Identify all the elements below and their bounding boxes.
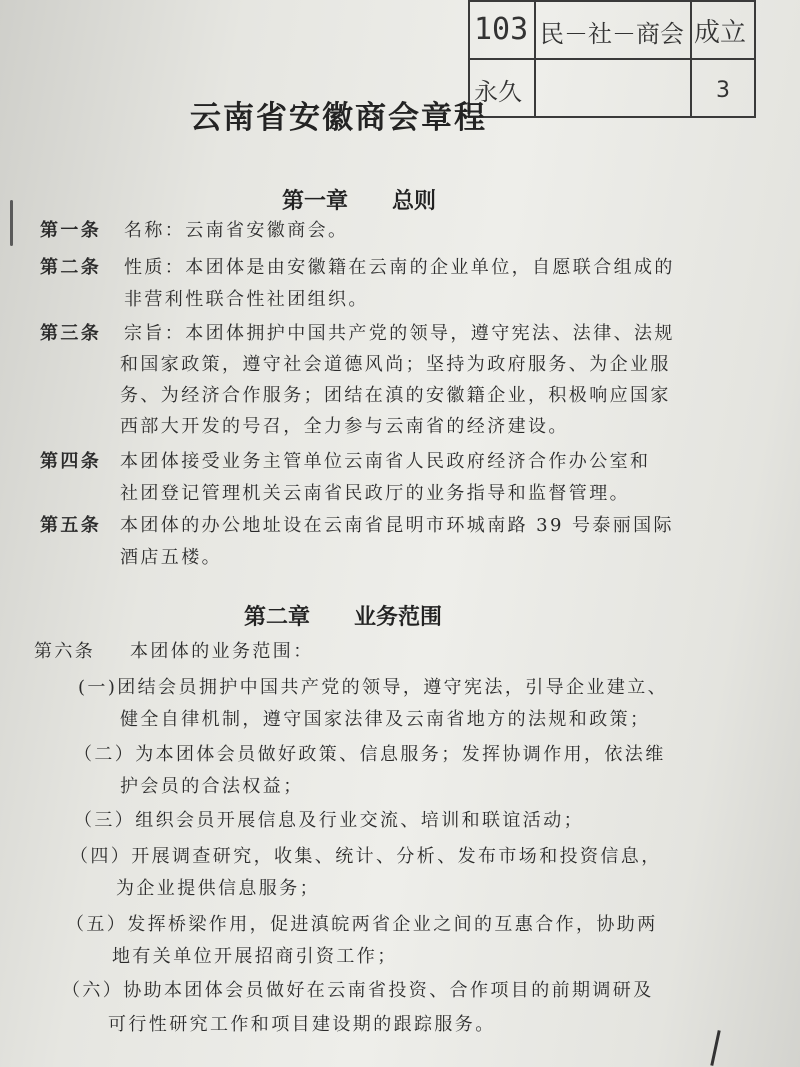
stamp-number: 103	[474, 12, 529, 47]
article-3-line-1	[40, 319, 675, 345]
article-5-label: 第五条	[40, 515, 102, 536]
archive-stamp	[468, 0, 756, 118]
stamp-status: 成立	[694, 18, 747, 48]
article-5-text-1: 本团体的办公地址设在云南省昆明市环城南路 39 号泰丽国际	[120, 515, 674, 536]
scope-item-5-line-2: 地有关单位开展招商引资工作；	[112, 946, 398, 967]
article-4-line-1	[40, 447, 650, 473]
chapter-2-heading	[244, 600, 442, 631]
scope-item-2-line-2: 护会员的合法权益；	[120, 776, 304, 797]
article-1	[40, 216, 348, 242]
scope-item-6-line-1: （六）协助本团体会员做好在云南省投资、合作项目的前期调研及	[62, 980, 654, 1001]
article-3-text-1: 宗旨：本团体拥护中国共产党的领导，遵守宪法、法律、法规	[124, 323, 675, 344]
article-3-line-4: 西部大开发的号召，全力参与云南省的经济建设。	[120, 416, 569, 437]
article-3-label: 第三条	[40, 323, 102, 344]
chapter-1-name: 总则	[392, 188, 437, 214]
article-2-line-2: 非营利性联合性社团组织。	[124, 289, 369, 310]
scope-item-1-line-1: (一)团结会员拥护中国共产党的领导，遵守宪法，引导企业建立、	[78, 677, 669, 698]
article-4-label: 第四条	[40, 451, 102, 472]
document-title: 云南省安徽商会章程	[190, 100, 487, 136]
scope-item-5-line-1: （五）发挥桥梁作用，促进滇皖两省企业之间的互惠合作，协助两	[66, 914, 658, 935]
article-5-line-2: 酒店五楼。	[120, 547, 222, 568]
article-2-line-1	[40, 253, 675, 279]
chapter-1-heading	[282, 184, 436, 215]
article-6	[34, 637, 314, 663]
article-2-label: 第二条	[40, 257, 102, 278]
article-2-text-1: 性质：本团体是由安徽籍在云南的企业单位，自愿联合组成的	[124, 257, 675, 278]
article-6-label: 第六条	[34, 641, 96, 662]
chapter-2-number: 第二章	[244, 604, 311, 630]
chapter-2-name: 业务范围	[354, 604, 443, 630]
margin-pencil-mark	[10, 200, 13, 246]
stamp-retention: 永久	[474, 78, 522, 106]
bottom-pen-mark	[710, 1030, 720, 1066]
article-4-line-2: 社团登记管理机关云南省民政厅的业务指导和监督管理。	[120, 483, 630, 504]
scope-item-4-line-1: （四）开展调查研究，收集、统计、分析、发布市场和投资信息，	[70, 846, 662, 867]
article-6-text: 本团体的业务范围：	[130, 641, 314, 662]
article-3-line-2: 和国家政策，遵守社会道德风尚；坚持为政府服务、为企业服	[120, 354, 671, 375]
scope-item-2-line-1: （二）为本团体会员做好政策、信息服务；发挥协调作用，依法维	[74, 744, 666, 765]
article-1-label: 第一条	[40, 220, 102, 241]
stamp-count: 3	[716, 78, 730, 103]
scope-item-1-line-2: 健全自律机制，遵守国家法律及云南省地方的法规和政策；	[120, 709, 651, 730]
chapter-1-number: 第一章	[282, 188, 349, 214]
scope-item-6-line-2: 可行性研究工作和项目建设期的跟踪服务。	[108, 1014, 496, 1035]
scope-item-4-line-2: 为企业提供信息服务；	[116, 878, 320, 899]
article-4-text-1: 本团体接受业务主管单位云南省人民政府经济合作办公室和	[120, 451, 651, 472]
scope-item-3: （三）组织会员开展信息及行业交流、培训和联谊活动；	[74, 810, 584, 831]
stamp-category: 民－社－商会	[540, 20, 684, 48]
article-3-line-3: 务、为经济合作服务；团结在滇的安徽籍企业，积极响应国家	[120, 385, 671, 406]
article-5-line-1	[40, 511, 674, 537]
article-1-text: 名称：云南省安徽商会。	[124, 220, 349, 241]
